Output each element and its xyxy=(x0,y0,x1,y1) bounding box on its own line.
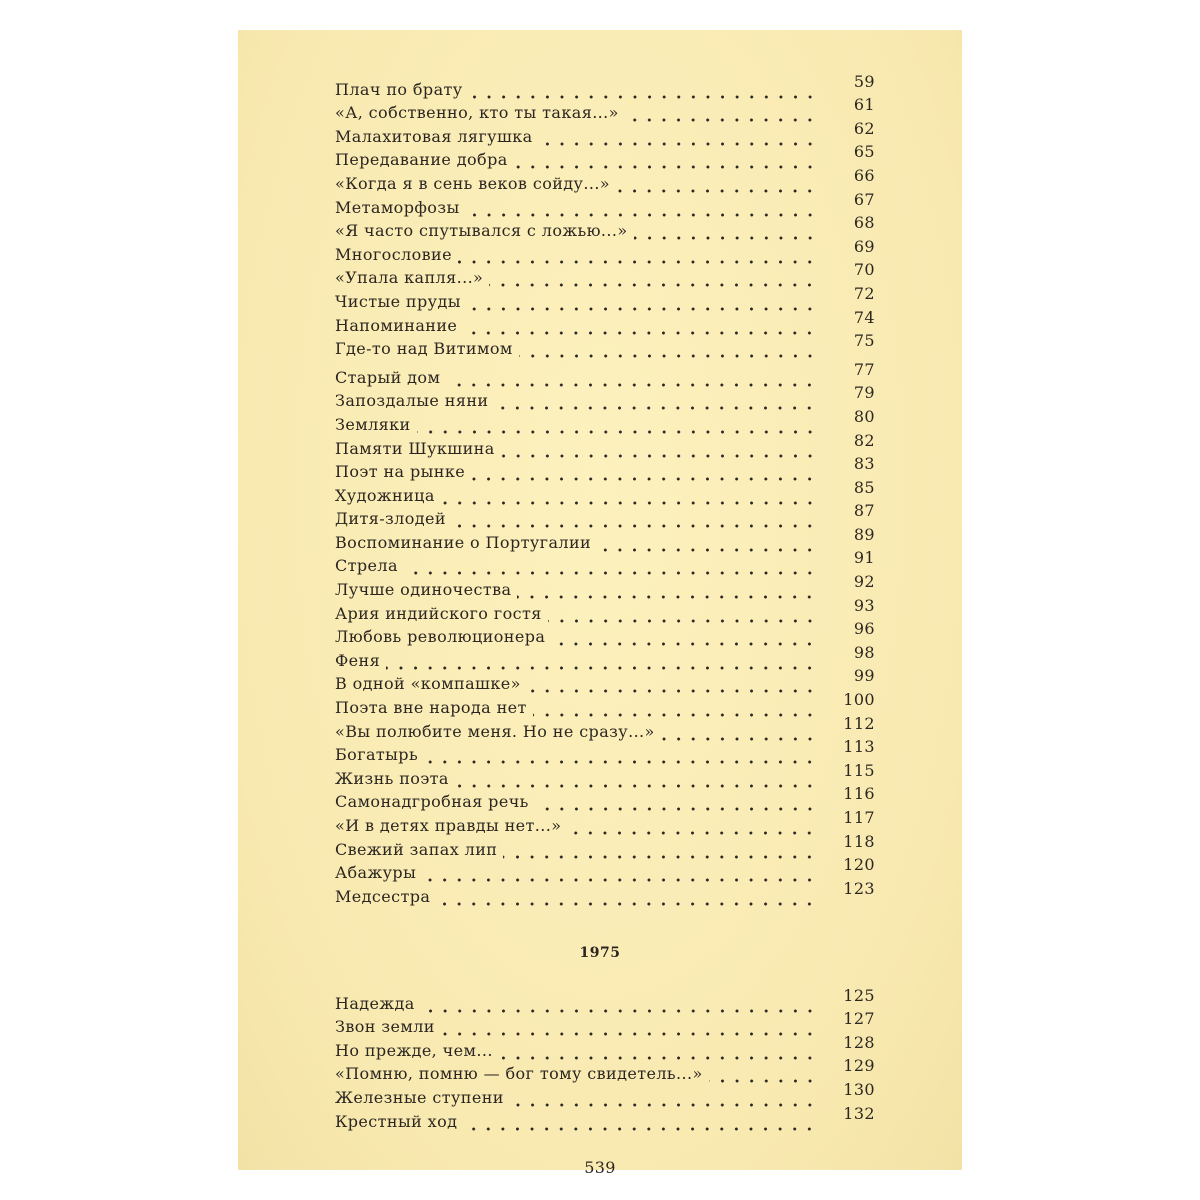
toc-entry-title: Многословие xyxy=(335,244,452,264)
toc-entry-page: 72 xyxy=(853,283,875,303)
toc-entry xyxy=(335,165,875,194)
leader-dots xyxy=(446,368,817,388)
toc-entry-title: «Помню, помню — бог тому свидетель...» xyxy=(335,1064,703,1084)
toc-entry xyxy=(335,406,875,435)
page-number: 539 xyxy=(584,1158,616,1177)
toc-entry-page: 59 xyxy=(853,71,875,91)
toc-entry xyxy=(335,71,875,100)
toc-entry xyxy=(335,808,875,836)
toc-entry-title: Но прежде, чем... xyxy=(335,1040,493,1060)
toc-entry-title: Запоздалые няни xyxy=(335,391,489,411)
toc-entry-title: Надежда xyxy=(335,993,415,1013)
toc-entry-title: Плач по брату xyxy=(335,79,463,99)
toc-entry-page: 74 xyxy=(853,307,875,327)
leader-dots xyxy=(517,580,817,600)
section-year-heading: 1975 xyxy=(579,945,621,961)
toc-entry-title: «Я часто спутывался с ложью...» xyxy=(335,221,628,241)
leader-dots xyxy=(567,816,817,836)
toc-entry-page: 62 xyxy=(853,118,875,138)
toc-entry xyxy=(335,430,875,459)
toc-entry-page: 123 xyxy=(843,878,875,898)
toc-entry-title: Старый дом xyxy=(335,367,441,387)
leader-dots xyxy=(514,150,817,170)
toc-entry-title: Звон земли xyxy=(335,1017,435,1037)
toc-entry xyxy=(335,642,875,671)
toc-entry-title: Ария индийского гостя xyxy=(335,603,542,623)
toc-entry xyxy=(335,855,875,884)
leader-dots xyxy=(499,1041,817,1061)
leader-dots xyxy=(709,1064,817,1084)
leader-dots xyxy=(597,533,817,553)
toc-entry xyxy=(335,189,875,218)
toc-entry-page: 75 xyxy=(853,331,875,351)
toc-entry-title: Феня xyxy=(335,650,381,670)
leader-dots xyxy=(463,1112,817,1132)
toc-entry-title: Стрела xyxy=(335,556,398,576)
toc-entry xyxy=(335,359,875,388)
toc-entry-page: 69 xyxy=(853,236,875,256)
leader-dots xyxy=(527,674,817,694)
toc-entry-title: Дитя-злодей xyxy=(335,509,446,529)
toc-entry-page: 89 xyxy=(853,524,875,544)
toc-entry xyxy=(335,283,875,312)
leader-dots xyxy=(519,339,817,359)
toc-entry xyxy=(335,760,875,789)
toc-entry-page: 129 xyxy=(843,1056,875,1076)
toc-entry-page: 77 xyxy=(853,359,875,379)
toc-entry-page: 132 xyxy=(843,1103,875,1123)
toc-entry-page: 115 xyxy=(843,760,875,780)
toc-entry xyxy=(335,572,875,600)
toc-entry xyxy=(335,307,875,336)
book-page xyxy=(238,30,962,1177)
toc-entry xyxy=(335,985,875,1014)
leader-dots xyxy=(510,1088,817,1108)
toc-entry-title: «Упала капля...» xyxy=(335,268,484,288)
leader-dots xyxy=(535,792,817,812)
leader-dots xyxy=(548,604,817,624)
leader-dots xyxy=(422,863,817,883)
toc-entry-page: 68 xyxy=(853,213,875,233)
leader-dots xyxy=(417,415,817,435)
leader-dots xyxy=(463,316,817,336)
toc-entry-title: Жизнь поэта xyxy=(335,768,449,788)
leader-dots xyxy=(489,268,817,288)
toc-entry-page: 127 xyxy=(843,1009,875,1029)
leader-dots xyxy=(452,509,817,529)
leader-dots xyxy=(616,174,817,194)
toc-entry-page: 87 xyxy=(853,501,875,521)
toc-entry-title: «Когда я в сень веков сойду...» xyxy=(335,173,611,193)
toc-entry xyxy=(335,1103,875,1132)
toc-entry-page: 83 xyxy=(853,454,875,474)
toc-entry-title: Чистые пруды xyxy=(335,291,461,311)
toc-entry-title: «Вы полюбите меня. Но не сразу...» xyxy=(335,721,655,741)
toc-entry xyxy=(335,95,875,124)
toc-entry-title: Напоминание xyxy=(335,315,458,335)
leader-dots xyxy=(533,698,817,718)
toc-entry-page: 100 xyxy=(843,690,875,710)
toc-entry-page: 67 xyxy=(853,189,875,209)
toc-entry xyxy=(335,236,875,265)
toc-entry-title: Художница xyxy=(335,485,435,505)
toc-entry-page: 117 xyxy=(843,808,875,827)
leader-dots xyxy=(501,439,817,459)
toc-entry-title: Воспоминание о Португалии xyxy=(335,532,592,552)
toc-entry-page: 130 xyxy=(843,1079,875,1099)
toc-entry-title: Земляки xyxy=(335,414,411,434)
toc-entry-title: Поэт на рынке xyxy=(335,462,466,482)
toc-entry xyxy=(335,477,875,506)
toc-entry xyxy=(335,454,875,483)
toc-entry-title: Свежий запах лип xyxy=(335,839,498,859)
toc-entry-title: «А, собственно, кто ты такая...» xyxy=(335,103,619,123)
leader-dots xyxy=(441,1017,817,1037)
toc-entry-title: Малахитовая лягушка xyxy=(335,126,533,146)
toc-entry xyxy=(335,1032,875,1061)
leader-dots xyxy=(424,745,817,765)
toc-entry-title: Богатырь xyxy=(335,745,419,765)
toc-entry-page: 128 xyxy=(843,1032,875,1052)
toc-entry-page: 80 xyxy=(853,406,875,426)
toc-entry xyxy=(335,118,875,147)
leader-dots xyxy=(634,221,817,241)
leader-dots xyxy=(551,627,817,647)
toc-entry xyxy=(335,831,875,860)
toc-entry xyxy=(335,690,875,718)
toc-entry xyxy=(335,1056,875,1085)
leader-dots xyxy=(467,292,817,312)
toc-list-bottom xyxy=(335,985,875,1132)
toc-entry-title: Где-то над Витимом xyxy=(335,339,513,359)
toc-entry-title: Самонадгробная речь xyxy=(335,792,529,812)
toc-entry-page: 99 xyxy=(853,666,875,686)
toc-entry-page: 112 xyxy=(843,713,875,733)
leader-dots xyxy=(386,651,817,671)
toc-entry xyxy=(335,619,875,648)
leader-dots xyxy=(466,198,817,218)
toc-entry-page: 85 xyxy=(853,477,875,497)
leader-dots xyxy=(539,127,817,147)
toc-entry xyxy=(335,213,875,242)
leader-dots xyxy=(455,769,817,789)
leader-dots xyxy=(441,486,817,506)
leader-dots xyxy=(661,722,817,742)
toc-entry-title: Передавание добра xyxy=(335,150,508,170)
toc-entry-title: Памяти Шукшина xyxy=(335,438,495,458)
toc-entry xyxy=(335,1009,875,1038)
toc-entry xyxy=(335,878,875,907)
toc-entry-title: Крестный ход xyxy=(335,1111,458,1131)
toc-entry-title: Любовь революционера xyxy=(335,627,546,647)
toc-entry-page: 82 xyxy=(853,430,875,450)
toc-entry-page: 79 xyxy=(853,383,875,403)
leader-dots xyxy=(471,462,817,482)
toc-entry-page: 98 xyxy=(853,642,875,662)
toc-entry xyxy=(335,501,875,530)
leader-dots xyxy=(458,245,817,265)
toc-entry-page: 92 xyxy=(853,572,875,592)
toc-entry-page: 65 xyxy=(853,142,875,162)
toc-entry xyxy=(335,524,875,553)
toc-entry xyxy=(335,548,875,577)
leader-dots xyxy=(404,556,817,576)
leader-dots xyxy=(469,80,817,100)
toc-entry-title: Железные ступени xyxy=(335,1087,504,1107)
leader-dots xyxy=(494,391,817,411)
leader-dots xyxy=(436,887,817,907)
toc-entry-page: 70 xyxy=(853,260,875,280)
toc-entry xyxy=(335,737,875,766)
toc-entry xyxy=(335,142,875,171)
leader-dots xyxy=(503,840,817,860)
toc-entry-title: Абажуры xyxy=(335,863,417,883)
toc-entry-title: В одной «компашке» xyxy=(335,674,521,694)
leader-dots xyxy=(625,103,817,123)
toc-entry xyxy=(335,713,875,742)
toc-entry-page: 66 xyxy=(853,165,875,185)
toc-entry-page: 93 xyxy=(853,595,875,615)
toc-entry-page: 96 xyxy=(853,619,875,639)
toc-entry xyxy=(335,595,875,624)
toc-entry-title: Метаморфозы xyxy=(335,197,460,217)
toc-entry xyxy=(335,1079,875,1108)
toc-entry-page: 118 xyxy=(843,831,875,851)
toc-entry-page: 116 xyxy=(843,784,875,804)
toc-entry xyxy=(335,784,875,813)
toc-entry-title: Поэта вне народа нет xyxy=(335,698,527,718)
toc-entry-title: Лучше одиночества xyxy=(335,580,512,600)
leader-dots xyxy=(421,994,817,1014)
toc-entry-title: Медсестра xyxy=(335,886,431,906)
toc-entry-title: «И в детях правды нет...» xyxy=(335,816,562,835)
toc-entry-page: 91 xyxy=(853,548,875,568)
toc-entry-page: 61 xyxy=(853,95,875,115)
toc-entry-page: 125 xyxy=(843,985,875,1005)
toc-list-top xyxy=(335,71,875,907)
toc-entry-page: 113 xyxy=(843,737,875,757)
toc-entry xyxy=(335,383,875,412)
toc-entry-page: 120 xyxy=(843,855,875,875)
toc-entry xyxy=(335,331,875,360)
toc-entry xyxy=(335,260,875,289)
toc-entry xyxy=(335,666,875,695)
